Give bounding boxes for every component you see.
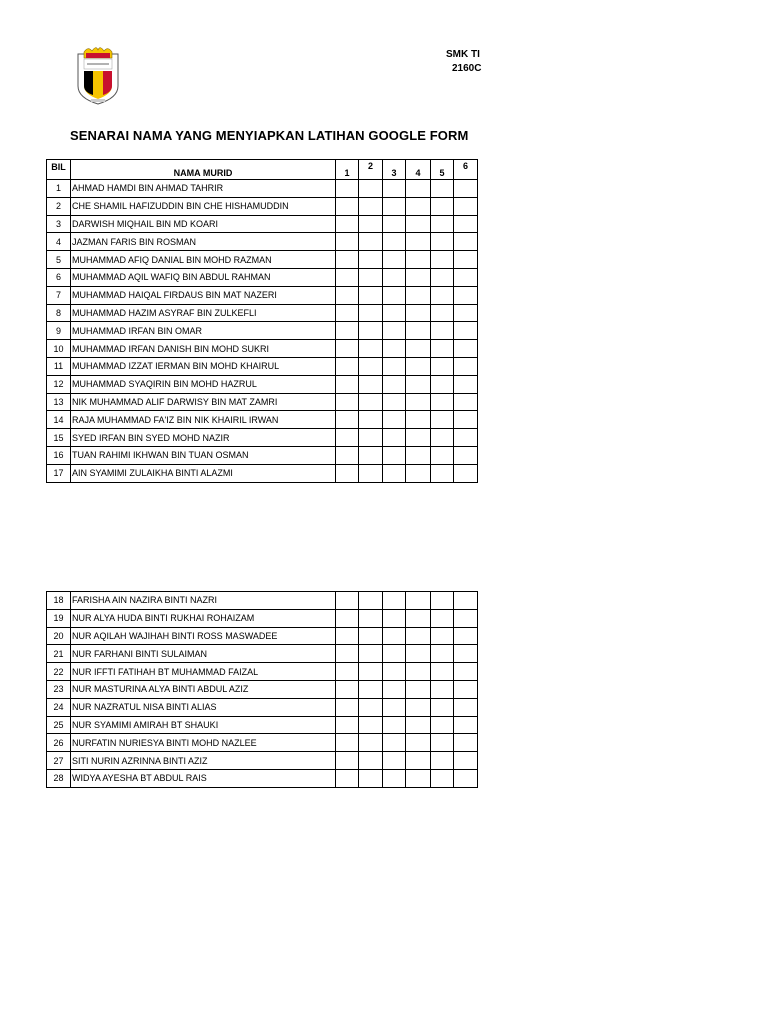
student-name: NUR NAZRATUL NISA BINTI ALIAS: [71, 698, 336, 716]
exercise-cell-3: [383, 663, 406, 681]
exercise-cell-6: [454, 251, 478, 269]
student-name: SITI NURIN AZRINNA BINTI AZIZ: [71, 752, 336, 770]
exercise-cell-1: [336, 627, 359, 645]
exercise-cell-3: [383, 680, 406, 698]
exercise-cell-6: [454, 197, 478, 215]
exercise-cell-1: [336, 375, 359, 393]
exercise-cell-2: [359, 446, 383, 464]
exercise-cell-5: [431, 197, 454, 215]
exercise-cell-3: [383, 197, 406, 215]
exercise-cell-5: [431, 322, 454, 340]
student-name: NUR FARHANI BINTI SULAIMAN: [71, 645, 336, 663]
table-row: [47, 429, 478, 447]
table-header-row: [47, 160, 478, 180]
row-number: 1: [47, 180, 71, 198]
exercise-cell-2: [359, 304, 383, 322]
exercise-cell-1: [336, 429, 359, 447]
exercise-cell-6: [454, 322, 478, 340]
exercise-cell-2: [359, 215, 383, 233]
exercise-cell-5: [431, 734, 454, 752]
exercise-cell-1: [336, 357, 359, 375]
exercise-cell-1: [336, 304, 359, 322]
header-col-4: 4: [406, 160, 431, 180]
exercise-cell-3: [383, 698, 406, 716]
exercise-cell-3: [383, 769, 406, 787]
exercise-cell-1: [336, 286, 359, 304]
exercise-cell-4: [406, 268, 431, 286]
table-row: [47, 375, 478, 393]
student-name: TUAN RAHIMI IKHWAN BIN TUAN OSMAN: [71, 446, 336, 464]
exercise-cell-1: [336, 268, 359, 286]
row-number: 21: [47, 645, 71, 663]
exercise-cell-4: [406, 429, 431, 447]
exercise-cell-1: [336, 680, 359, 698]
student-name: MUHAMMAD IRFAN BIN OMAR: [71, 322, 336, 340]
exercise-cell-2: [359, 322, 383, 340]
exercise-cell-3: [383, 627, 406, 645]
school-crest-logo: [76, 46, 120, 106]
row-number: 2: [47, 197, 71, 215]
exercise-cell-6: [454, 357, 478, 375]
exercise-cell-3: [383, 609, 406, 627]
exercise-cell-6: [454, 340, 478, 358]
exercise-cell-3: [383, 251, 406, 269]
exercise-cell-6: [454, 752, 478, 770]
exercise-cell-4: [406, 698, 431, 716]
table-row: [47, 752, 478, 770]
table-row: [47, 233, 478, 251]
exercise-cell-2: [359, 233, 383, 251]
student-name: MUHAMMAD AFIQ DANIAL BIN MOHD RAZMAN: [71, 251, 336, 269]
exercise-cell-5: [431, 340, 454, 358]
exercise-cell-1: [336, 340, 359, 358]
exercise-cell-3: [383, 393, 406, 411]
exercise-cell-1: [336, 197, 359, 215]
exercise-cell-4: [406, 180, 431, 198]
exercise-cell-4: [406, 286, 431, 304]
exercise-cell-3: [383, 375, 406, 393]
exercise-cell-2: [359, 716, 383, 734]
exercise-cell-1: [336, 251, 359, 269]
exercise-cell-5: [431, 233, 454, 251]
student-name: WIDYA AYESHA BT ABDUL RAIS: [71, 769, 336, 787]
exercise-cell-3: [383, 734, 406, 752]
exercise-cell-6: [454, 411, 478, 429]
exercise-cell-1: [336, 609, 359, 627]
table-row: [47, 322, 478, 340]
exercise-cell-6: [454, 304, 478, 322]
exercise-cell-1: [336, 215, 359, 233]
student-name: AHMAD HAMDI BIN AHMAD TAHRIR: [71, 180, 336, 198]
row-number: 6: [47, 268, 71, 286]
exercise-cell-1: [336, 645, 359, 663]
exercise-cell-6: [454, 464, 478, 482]
row-number: 28: [47, 769, 71, 787]
row-number: 15: [47, 429, 71, 447]
student-name: NUR SYAMIMI AMIRAH BT SHAUKI: [71, 716, 336, 734]
exercise-cell-5: [431, 663, 454, 681]
row-number: 20: [47, 627, 71, 645]
exercise-cell-6: [454, 627, 478, 645]
row-number: 14: [47, 411, 71, 429]
exercise-cell-6: [454, 429, 478, 447]
exercise-cell-4: [406, 304, 431, 322]
table-row: [47, 393, 478, 411]
row-number: 17: [47, 464, 71, 482]
exercise-cell-6: [454, 680, 478, 698]
exercise-cell-4: [406, 734, 431, 752]
table-row: [47, 446, 478, 464]
table-row: [47, 268, 478, 286]
exercise-cell-1: [336, 446, 359, 464]
exercise-cell-5: [431, 592, 454, 610]
exercise-cell-2: [359, 411, 383, 429]
exercise-cell-3: [383, 429, 406, 447]
table-row: [47, 769, 478, 787]
exercise-cell-1: [336, 233, 359, 251]
table-row: [47, 663, 478, 681]
student-name: SYED IRFAN BIN SYED MOHD NAZIR: [71, 429, 336, 447]
exercise-cell-5: [431, 304, 454, 322]
student-name: NUR AQILAH WAJIHAH BINTI ROSS MASWADEE: [71, 627, 336, 645]
exercise-cell-1: [336, 464, 359, 482]
exercise-cell-2: [359, 197, 383, 215]
row-number: 19: [47, 609, 71, 627]
exercise-cell-3: [383, 752, 406, 770]
row-number: 12: [47, 375, 71, 393]
table-row: [47, 592, 478, 610]
exercise-cell-6: [454, 180, 478, 198]
exercise-cell-5: [431, 645, 454, 663]
header-name: NAMA MURID: [71, 160, 336, 180]
exercise-cell-4: [406, 769, 431, 787]
exercise-cell-3: [383, 716, 406, 734]
exercise-cell-2: [359, 698, 383, 716]
exercise-cell-4: [406, 680, 431, 698]
exercise-cell-6: [454, 375, 478, 393]
student-name: MUHAMMAD IRFAN DANISH BIN MOHD SUKRI: [71, 340, 336, 358]
exercise-cell-3: [383, 446, 406, 464]
exercise-cell-4: [406, 645, 431, 663]
header-col-1: 1: [336, 160, 359, 180]
row-number: 27: [47, 752, 71, 770]
exercise-cell-5: [431, 769, 454, 787]
exercise-cell-6: [454, 663, 478, 681]
student-name: MUHAMMAD HAZIM ASYRAF BIN ZULKEFLI: [71, 304, 336, 322]
exercise-cell-6: [454, 286, 478, 304]
exercise-cell-6: [454, 609, 478, 627]
row-number: 5: [47, 251, 71, 269]
table-row: [47, 180, 478, 198]
exercise-cell-3: [383, 304, 406, 322]
exercise-cell-4: [406, 411, 431, 429]
exercise-cell-2: [359, 680, 383, 698]
exercise-cell-3: [383, 215, 406, 233]
exercise-cell-6: [454, 592, 478, 610]
exercise-cell-3: [383, 411, 406, 429]
student-name: NIK MUHAMMAD ALIF DARWISY BIN MAT ZAMRI: [71, 393, 336, 411]
exercise-cell-1: [336, 663, 359, 681]
exercise-cell-5: [431, 429, 454, 447]
row-number: 25: [47, 716, 71, 734]
exercise-cell-5: [431, 716, 454, 734]
table-row: [47, 464, 478, 482]
exercise-cell-5: [431, 251, 454, 269]
exercise-cell-3: [383, 322, 406, 340]
exercise-cell-2: [359, 769, 383, 787]
student-name: MUHAMMAD SYAQIRIN BIN MOHD HAZRUL: [71, 375, 336, 393]
exercise-cell-6: [454, 698, 478, 716]
exercise-cell-3: [383, 340, 406, 358]
exercise-cell-5: [431, 752, 454, 770]
table-row: [47, 215, 478, 233]
exercise-cell-4: [406, 592, 431, 610]
exercise-cell-3: [383, 233, 406, 251]
row-number: 3: [47, 215, 71, 233]
student-table-2: [46, 591, 478, 788]
exercise-cell-4: [406, 627, 431, 645]
table-row: [47, 304, 478, 322]
exercise-cell-5: [431, 180, 454, 198]
exercise-cell-1: [336, 769, 359, 787]
student-name: CHE SHAMIL HAFIZUDDIN BIN CHE HISHAMUDDIN: [71, 197, 336, 215]
row-number: 16: [47, 446, 71, 464]
header-col-3: 3: [383, 160, 406, 180]
exercise-cell-2: [359, 609, 383, 627]
row-number: 23: [47, 680, 71, 698]
exercise-cell-3: [383, 357, 406, 375]
exercise-cell-5: [431, 215, 454, 233]
exercise-cell-6: [454, 645, 478, 663]
student-name: RAJA MUHAMMAD FA'IZ BIN NIK KHAIRIL IRWAN: [71, 411, 336, 429]
exercise-cell-3: [383, 592, 406, 610]
exercise-cell-2: [359, 663, 383, 681]
page-title: SENARAI NAMA YANG MENYIAPKAN LATIHAN GOOGLE FORM: [70, 128, 469, 143]
row-number: 13: [47, 393, 71, 411]
student-name: AIN SYAMIMI ZULAIKHA BINTI ALAZMI: [71, 464, 336, 482]
exercise-cell-1: [336, 411, 359, 429]
header-col-5: 5: [431, 160, 454, 180]
exercise-cell-6: [454, 734, 478, 752]
exercise-cell-3: [383, 464, 406, 482]
header-bil: BIL: [47, 160, 71, 180]
student-name: DARWISH MIQHAIL BIN MD KOARI: [71, 215, 336, 233]
exercise-cell-2: [359, 286, 383, 304]
exercise-cell-3: [383, 268, 406, 286]
exercise-cell-2: [359, 268, 383, 286]
school-name-block: [446, 48, 482, 78]
student-name: NUR ALYA HUDA BINTI RUKHAI ROHAIZAM: [71, 609, 336, 627]
exercise-cell-5: [431, 411, 454, 429]
exercise-cell-2: [359, 357, 383, 375]
student-name: FARISHA AIN NAZIRA BINTI NAZRI: [71, 592, 336, 610]
table-row: [47, 627, 478, 645]
student-name: MUHAMMAD AQIL WAFIQ BIN ABDUL RAHMAN: [71, 268, 336, 286]
exercise-cell-2: [359, 645, 383, 663]
exercise-cell-4: [406, 340, 431, 358]
exercise-cell-6: [454, 393, 478, 411]
exercise-cell-1: [336, 322, 359, 340]
exercise-cell-1: [336, 180, 359, 198]
exercise-cell-4: [406, 197, 431, 215]
table-row: [47, 680, 478, 698]
table-row: [47, 357, 478, 375]
row-number: 24: [47, 698, 71, 716]
exercise-cell-5: [431, 698, 454, 716]
exercise-cell-2: [359, 752, 383, 770]
row-number: 18: [47, 592, 71, 610]
table-row: [47, 340, 478, 358]
exercise-cell-4: [406, 446, 431, 464]
table-row: [47, 734, 478, 752]
exercise-cell-5: [431, 268, 454, 286]
exercise-cell-4: [406, 375, 431, 393]
student-table-1: [46, 159, 478, 483]
exercise-cell-3: [383, 180, 406, 198]
row-number: 26: [47, 734, 71, 752]
exercise-cell-6: [454, 716, 478, 734]
exercise-cell-5: [431, 680, 454, 698]
exercise-cell-4: [406, 233, 431, 251]
table-row: [47, 251, 478, 269]
exercise-cell-6: [454, 215, 478, 233]
exercise-cell-1: [336, 716, 359, 734]
table-row: [47, 197, 478, 215]
row-number: 22: [47, 663, 71, 681]
exercise-cell-2: [359, 180, 383, 198]
student-name: MUHAMMAD IZZAT IERMAN BIN MOHD KHAIRUL: [71, 357, 336, 375]
exercise-cell-4: [406, 215, 431, 233]
exercise-cell-5: [431, 446, 454, 464]
exercise-cell-2: [359, 592, 383, 610]
student-name: MUHAMMAD HAIQAL FIRDAUS BIN MAT NAZERI: [71, 286, 336, 304]
exercise-cell-5: [431, 286, 454, 304]
exercise-cell-2: [359, 627, 383, 645]
exercise-cell-5: [431, 357, 454, 375]
table-row: [47, 411, 478, 429]
exercise-cell-1: [336, 592, 359, 610]
row-number: 9: [47, 322, 71, 340]
exercise-cell-2: [359, 393, 383, 411]
exercise-cell-5: [431, 609, 454, 627]
exercise-cell-4: [406, 393, 431, 411]
exercise-cell-6: [454, 233, 478, 251]
student-name: NUR MASTURINA ALYA BINTI ABDUL AZIZ: [71, 680, 336, 698]
exercise-cell-3: [383, 645, 406, 663]
student-name: JAZMAN FARIS BIN ROSMAN: [71, 233, 336, 251]
exercise-cell-2: [359, 251, 383, 269]
school-postcode: 2160C: [452, 63, 482, 74]
row-number: 4: [47, 233, 71, 251]
header-col-6: 6: [454, 160, 478, 180]
exercise-cell-4: [406, 609, 431, 627]
exercise-cell-5: [431, 393, 454, 411]
exercise-cell-6: [454, 769, 478, 787]
row-number: 7: [47, 286, 71, 304]
exercise-cell-4: [406, 663, 431, 681]
exercise-cell-2: [359, 340, 383, 358]
exercise-cell-1: [336, 393, 359, 411]
exercise-cell-1: [336, 752, 359, 770]
exercise-cell-5: [431, 627, 454, 645]
exercise-cell-6: [454, 446, 478, 464]
header-col-2: 2: [359, 160, 383, 180]
exercise-cell-4: [406, 752, 431, 770]
exercise-cell-3: [383, 286, 406, 304]
exercise-cell-4: [406, 357, 431, 375]
exercise-cell-2: [359, 464, 383, 482]
exercise-cell-4: [406, 251, 431, 269]
table-row: [47, 645, 478, 663]
exercise-cell-2: [359, 734, 383, 752]
row-number: 10: [47, 340, 71, 358]
row-number: 8: [47, 304, 71, 322]
exercise-cell-4: [406, 464, 431, 482]
exercise-cell-2: [359, 375, 383, 393]
table-row: [47, 698, 478, 716]
exercise-cell-1: [336, 698, 359, 716]
table-row: [47, 286, 478, 304]
exercise-cell-6: [454, 268, 478, 286]
exercise-cell-5: [431, 464, 454, 482]
student-name: NUR IFFTI FATIHAH BT MUHAMMAD FAIZAL: [71, 663, 336, 681]
table-row: [47, 716, 478, 734]
row-number: 11: [47, 357, 71, 375]
exercise-cell-4: [406, 716, 431, 734]
student-name: NURFATIN NURIESYA BINTI MOHD NAZLEE: [71, 734, 336, 752]
table-row: [47, 609, 478, 627]
exercise-cell-4: [406, 322, 431, 340]
exercise-cell-1: [336, 734, 359, 752]
exercise-cell-2: [359, 429, 383, 447]
exercise-cell-5: [431, 375, 454, 393]
school-name: SMK TI: [446, 49, 480, 60]
